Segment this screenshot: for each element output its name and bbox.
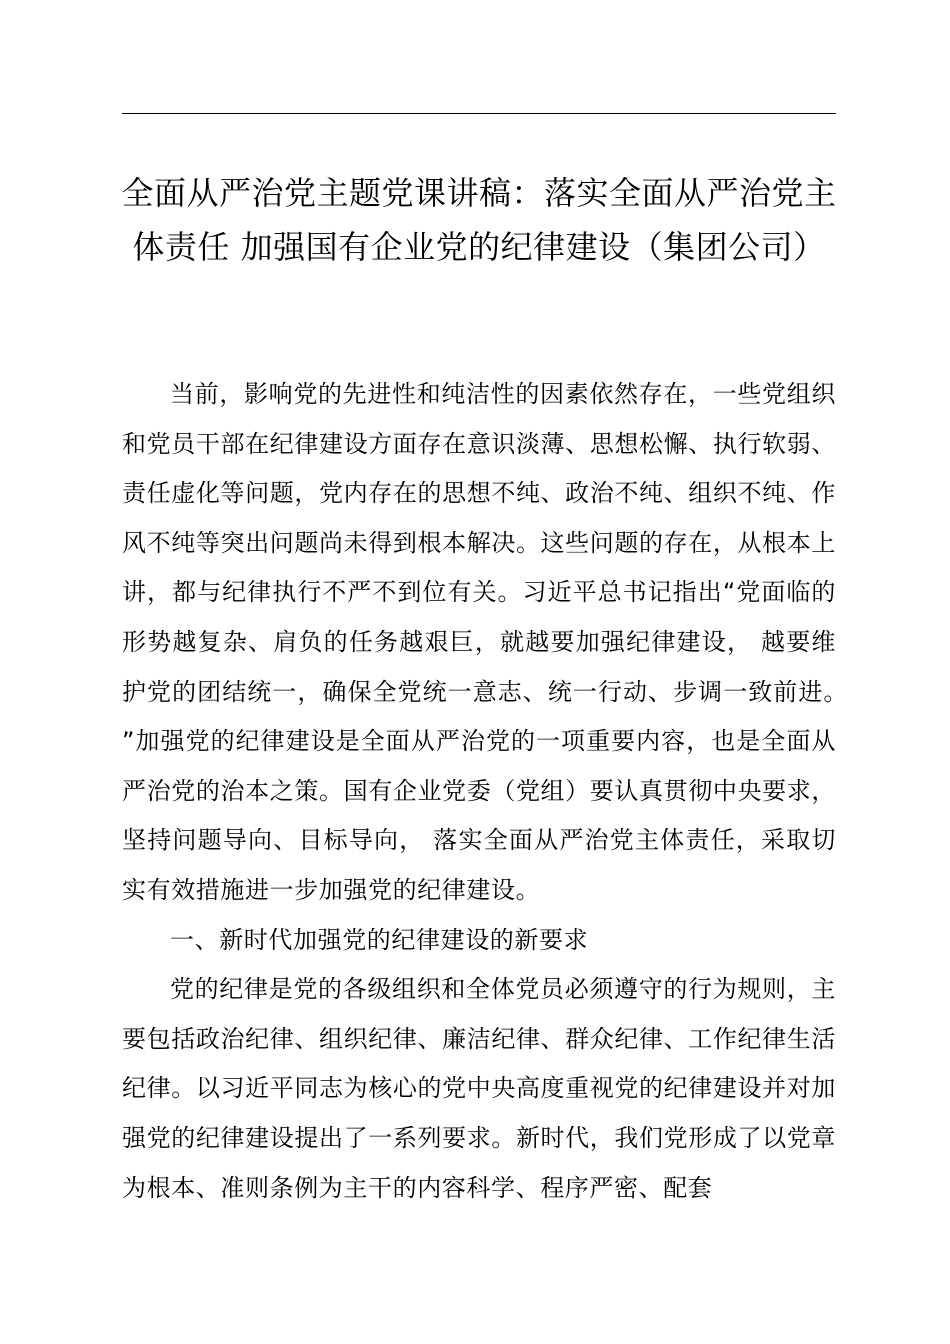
section-paragraph: 党的纪律是党的各级组织和全体党员必须遵守的行为规则，主要包括政治纪律、组织纪律、廉洁纪律、群众纪律、工作纪律生活纪律。以习近平同志为核心的党中央高度重视党的纪律建设并对加强党的纪律建设提出了一系列要求。新时代，我们党形成了以党章为根本、准则条例为主干的内容科学、程序严密、配套 <box>122 975 836 1202</box>
document-title: 全面从严治党主题党课讲稿：落实全面从严治党主体责任 加强国有企业党的纪律建设（集团公司） <box>121 174 837 266</box>
header-rule <box>122 113 836 114</box>
document-body <box>122 370 836 1213</box>
section-heading: 一、新时代加强党的纪律建设的新要求 <box>170 925 589 954</box>
intro-paragraph: 当前，影响党的先进性和纯洁性的因素依然存在，一些党组织和党员干部在纪律建设方面存在意识淡薄、思想松懈、执行软弱、责任虚化等问题，党内存在的思想不纯、政治不纯、组织不纯、作风不纯等突出问题尚未得到根本解决。这些问题的存在，从根本上讲，都与纪律执行不严不到位有关。习近平总书记指出“党面临的形势越复杂、肩负的任务越艰巨，就越要加强纪律建设， 越要维护党的团结统一，确保全党统一意志、统一行动、步调一致前进。”加强党的纪律建设是全面从严治党的一项重要内容，也是全面从严治党的治本之策。国有企业党委（党组）要认真贯彻中央要求，坚持问题导向、目标导向， 落实全面从严治党主体责任，采取切实有效措施进一步加强党的纪律建设。 <box>122 380 836 904</box>
